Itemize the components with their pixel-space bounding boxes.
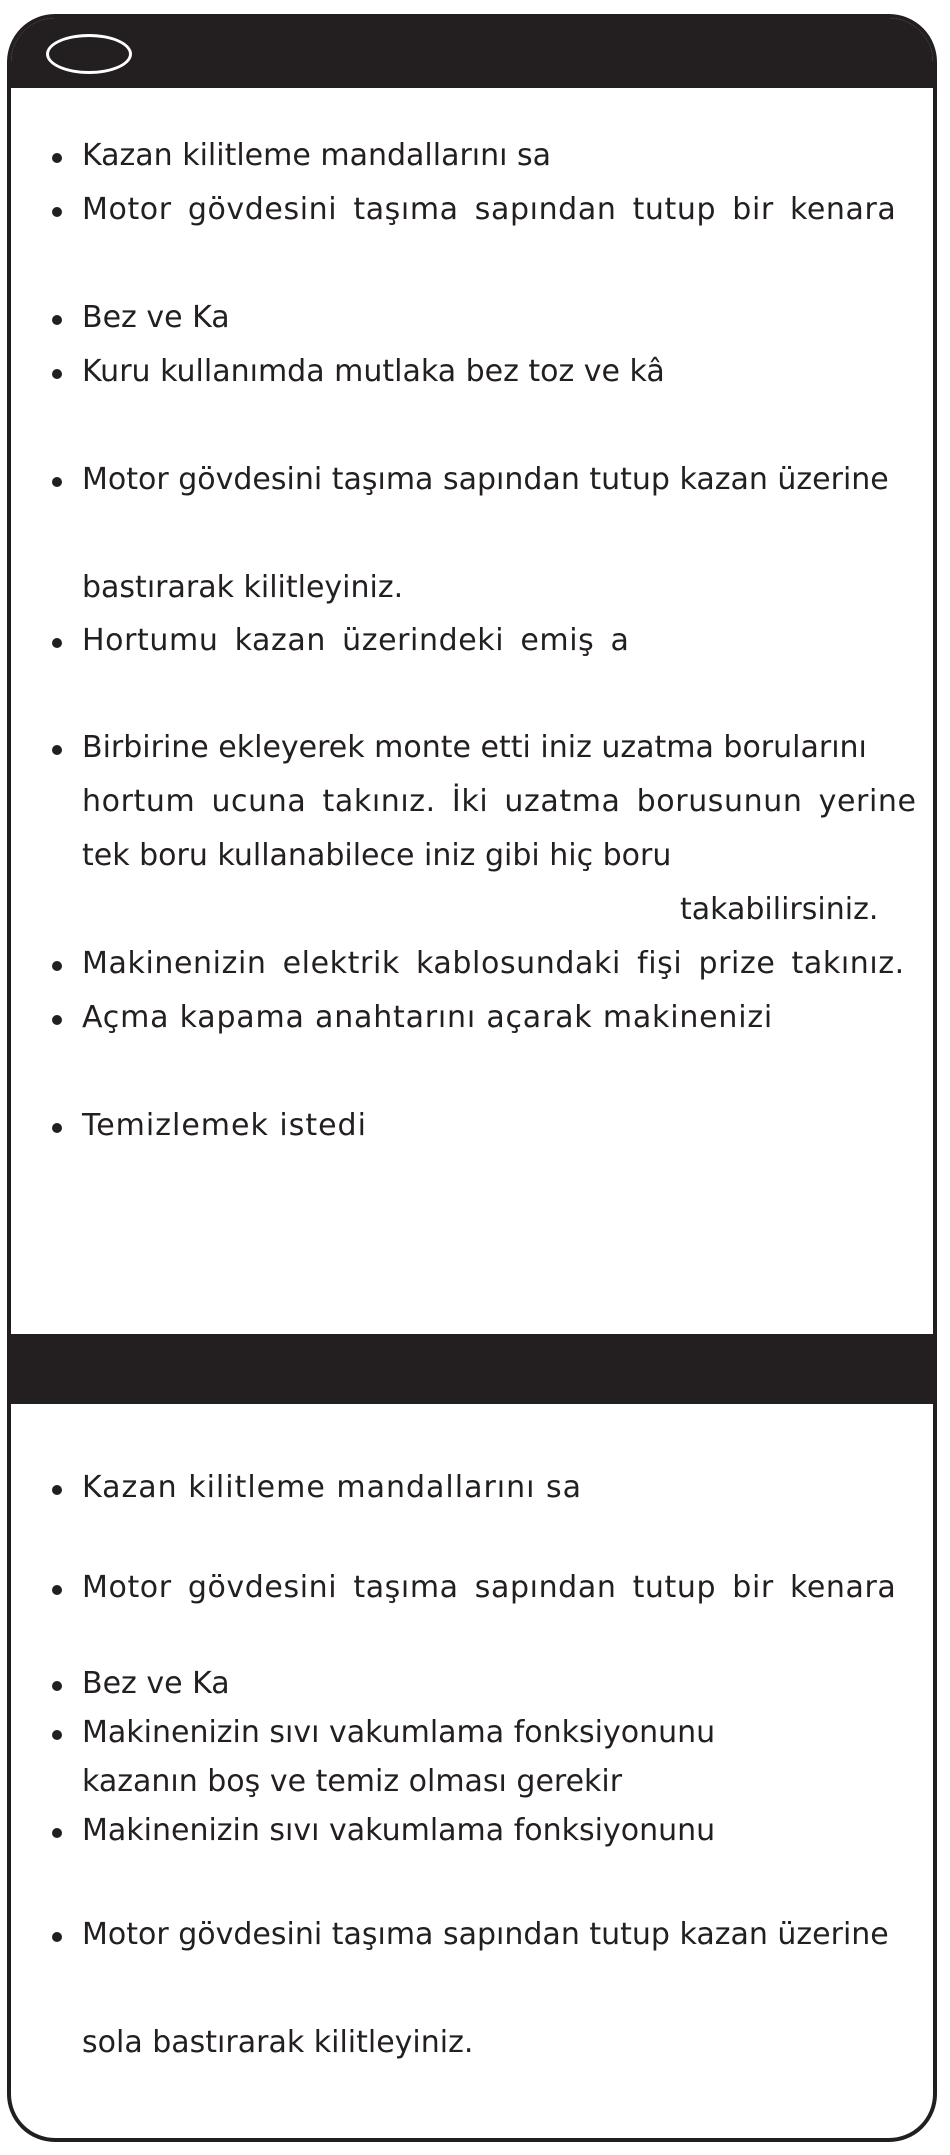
header-bar xyxy=(11,18,933,88)
instruction-line: Motor gövdesini taşıma sapından tutup bir kenara xyxy=(82,192,897,227)
instruction-line: tek boru kullanabilece iniz gibi hiç boru xyxy=(82,838,672,873)
instruction-line: sola bastırarak kilitleyiniz. xyxy=(82,2025,474,2060)
instruction-line: Kazan kilitleme mandallarını sa xyxy=(82,1470,583,1505)
instruction-line: Makinenizin sıvı vakumlama fonksiyonunu xyxy=(82,1715,716,1750)
bullet xyxy=(52,369,62,379)
bullet xyxy=(52,1681,62,1691)
bullet xyxy=(52,315,62,325)
instruction-line: Hortumu kazan üzerindeki emiş a xyxy=(82,623,630,658)
bullet xyxy=(52,1123,62,1133)
section-number-oval xyxy=(46,34,132,74)
bullet xyxy=(52,1585,62,1595)
instruction-line: Motor gövdesini taşıma sapından tutup kazan üzerine xyxy=(82,462,889,497)
bullet xyxy=(52,153,62,163)
instruction-line: Temizlemek istedi xyxy=(82,1108,367,1143)
bullet xyxy=(52,745,62,755)
instruction-line: kazanın boş ve temiz olması gerekir xyxy=(82,1764,623,1799)
bullet xyxy=(52,638,62,648)
instruction-line: Makinenizin sıvı vakumlama fonksiyonunu xyxy=(82,1813,716,1848)
bullet xyxy=(52,1730,62,1740)
instruction-line: Bez ve Ka xyxy=(82,300,230,335)
bullet xyxy=(52,1932,62,1942)
bullet xyxy=(52,961,62,971)
instruction-line: takabilirsiniz. xyxy=(680,892,879,927)
instruction-line: bastırarak kilitleyiniz. xyxy=(82,570,404,605)
instruction-line: Motor gövdesini taşıma sapından tutup bir kenara xyxy=(82,1570,897,1605)
instruction-line: Motor gövdesini taşıma sapından tutup kazan üzerine xyxy=(82,1917,889,1952)
bullet xyxy=(52,1015,62,1025)
bullet xyxy=(52,1485,62,1495)
instruction-line: Bez ve Ka xyxy=(82,1666,230,1701)
instruction-line: Kazan kilitleme mandallarını sa xyxy=(82,138,552,173)
bullet xyxy=(52,207,62,217)
instruction-line: Kuru kullanımda mutlaka bez toz ve kâ xyxy=(82,354,665,389)
instruction-line: Birbirine ekleyerek monte etti iniz uzatma borularını xyxy=(82,730,867,765)
instruction-line: hortum ucuna takınız. İki uzatma borusunun yerine xyxy=(82,784,917,819)
instruction-line: Makinenizin elektrik kablosundaki fişi prize takınız. xyxy=(82,946,905,981)
bullet xyxy=(52,477,62,487)
section-divider-bar xyxy=(11,1334,933,1404)
bullet xyxy=(52,1828,62,1838)
instruction-line: Açma kapama anahtarını açarak makinenizi xyxy=(82,1000,774,1035)
